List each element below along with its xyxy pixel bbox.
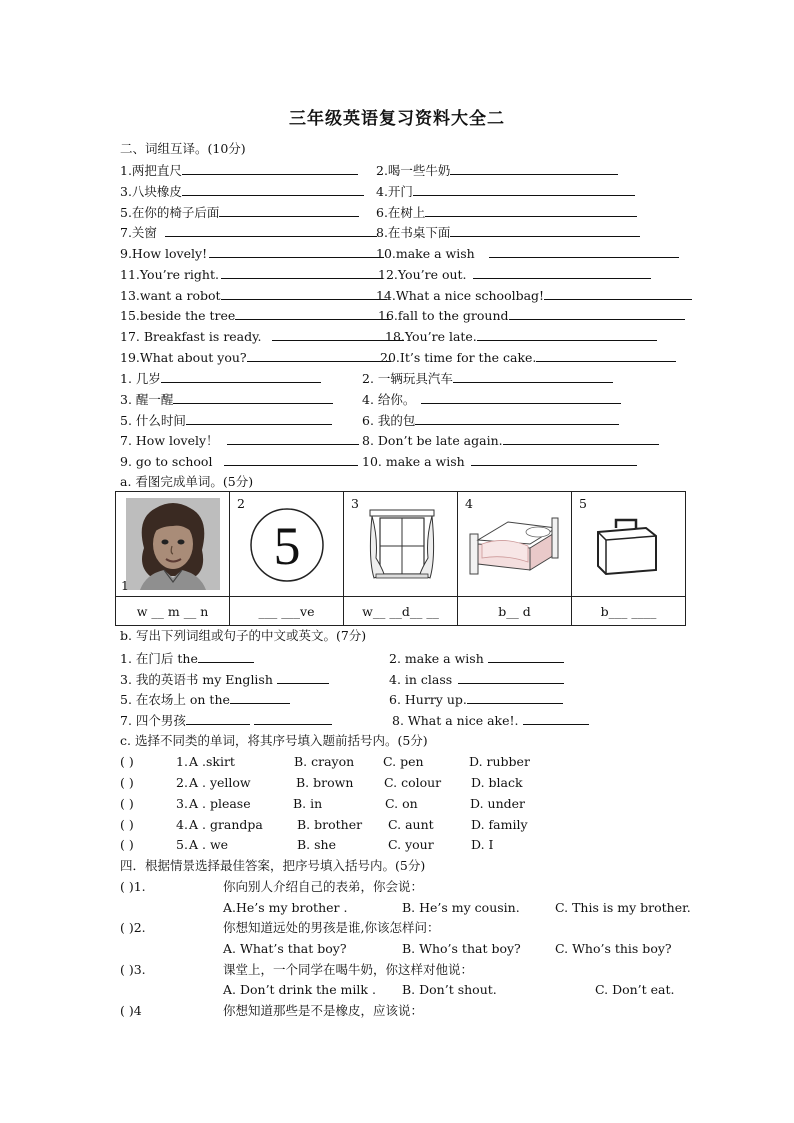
section-a-heading: a. 看图完成单词。(5分): [120, 474, 254, 489]
picture-number-1: 1: [121, 578, 129, 593]
sec2b-item-5: 5. 什么时间: [120, 412, 332, 429]
secB-item-3: 3. 我的英语书 my English: [120, 671, 329, 688]
option-b: B. He’s my cousin.: [402, 900, 520, 915]
section-2-heading: 二、词组互译。(10分): [120, 141, 246, 156]
option-b: B. brown: [296, 775, 354, 790]
answer-paren[interactable]: ( )2.: [120, 920, 146, 935]
picture-number-4: 4: [465, 496, 473, 511]
option-a: A . grandpa: [189, 817, 263, 832]
option-c: C. on: [385, 796, 418, 811]
secB-item-8: 8. What a nice ake!.: [392, 712, 589, 729]
answer-paren[interactable]: ( ): [120, 837, 134, 852]
sec2b-item-8: 8. Don’t be late again.: [362, 432, 659, 449]
picture-number-3: 3: [351, 496, 359, 511]
picture-word-table: [115, 491, 686, 626]
sec2-item-15: 15.beside the tree: [120, 307, 391, 324]
sec2-item-14: 14.What a nice schoolbag!: [376, 287, 692, 304]
option-b: B. brother: [297, 817, 363, 832]
sec2-item-12: 12.You’re out.: [378, 266, 651, 283]
answer-cell-1: w __ m __ n: [116, 597, 230, 626]
picture-number-2: 2: [237, 496, 245, 511]
question-text: 你向别人介绍自己的表弟，你会说：: [223, 879, 424, 894]
option-b: B. crayon: [294, 754, 355, 769]
sec2b-item-4: 4. 给你。: [362, 391, 621, 408]
question-text: 课堂上，一个同学在喝牛奶，你这样对他说：: [223, 962, 474, 977]
sec2b-item-9: 9. go to school: [120, 453, 358, 470]
answer-paren[interactable]: ( ): [120, 796, 134, 811]
option-a: A. Don’t drink the milk .: [223, 982, 376, 997]
option-c: C. aunt: [388, 817, 434, 832]
sec2b-item-10: 10. make a wish: [362, 453, 637, 470]
secB-item-1: 1. 在门后 the: [120, 650, 254, 667]
bed-icon: [468, 514, 560, 580]
answer-cell-3: w__ __d__ __: [344, 597, 458, 626]
window-with-curtains-icon: [368, 508, 436, 584]
section-4-heading: 四．根据情景选择最佳答案，把序号填入括号内。(5分): [120, 858, 426, 873]
option-d: D. under: [470, 796, 525, 811]
sec2-item-6: 6.在树上: [376, 204, 637, 221]
option-b: B. she: [297, 837, 336, 852]
option-d: D. rubber: [469, 754, 530, 769]
secB-item-5: 5. 在农场上 on the: [120, 691, 290, 708]
answer-paren[interactable]: ( ): [120, 817, 134, 832]
item-number: 4.: [176, 817, 188, 832]
sec2-item-16: 16.fall to the ground: [378, 307, 685, 324]
sec2b-item-6: 6. 我的包: [362, 412, 619, 429]
picture-cell-4: [458, 492, 572, 597]
option-b: B. in: [293, 796, 323, 811]
item-number: 2.: [176, 775, 188, 790]
sec2-item-18: 18.You’re late.: [385, 328, 657, 345]
answer-cell-4: b__ d: [458, 597, 572, 626]
sec2-item-11: 11.You’re right.: [120, 266, 383, 283]
number-five-circle-icon: [248, 506, 326, 584]
sec2-item-10: 10.make a wish: [376, 245, 679, 262]
section-b-heading: b. 写出下列词组或句子的中文或英文。(7分): [120, 628, 367, 643]
sec2-item-19: 19.What about you?: [120, 349, 391, 366]
option-d: D. family: [471, 817, 528, 832]
sec2-item-4: 4.开门: [376, 183, 635, 200]
section-c-heading: c. 选择不同类的单词，将其序号填入题前括号内。(5分): [120, 733, 428, 748]
option-d: D. black: [471, 775, 523, 790]
picture-cell-1: [116, 492, 230, 597]
answer-paren[interactable]: ( )3.: [120, 962, 146, 977]
option-c: C. colour: [384, 775, 442, 790]
sec2b-item-3: 3. 醒一醒: [120, 391, 333, 408]
answer-paren[interactable]: ( )1.: [120, 879, 146, 894]
sec2-item-13: 13.want a robot: [120, 287, 387, 304]
question-text: 你想知道远处的男孩是谁,你该怎样问：: [223, 920, 440, 935]
option-b: B. Don’t shout.: [402, 982, 497, 997]
picture-cell-5: [572, 492, 686, 597]
option-a: A . we: [189, 837, 229, 852]
sec2b-item-2: 2. 一辆玩具汽车: [362, 370, 613, 387]
sec2-item-8: 8.在书桌下面: [376, 224, 640, 241]
clock-digit: 5: [273, 516, 301, 576]
sec2-item-17: 17. Breakfast is ready.: [120, 328, 404, 345]
sec2-item-5: 5.在你的椅子后面: [120, 204, 359, 221]
answer-paren[interactable]: ( )4: [120, 1003, 142, 1018]
option-a: A. What’s that boy?: [223, 941, 347, 956]
secB-item-7: 7. 四个男孩: [120, 712, 332, 729]
sec2-item-2: 2.喝一些牛奶: [376, 162, 618, 179]
sec2b-item-7: 7. How lovely！: [120, 432, 359, 449]
question-text: 你想知道那些是不是橡皮，应该说：: [223, 1003, 424, 1018]
option-b: B. Who’s that boy?: [402, 941, 521, 956]
option-a: A .skirt: [189, 754, 235, 769]
answer-cell-5: b___ ____: [572, 597, 686, 626]
secB-item-6: 6. Hurry up.: [389, 691, 563, 708]
picture-cell-3: [344, 492, 458, 597]
secB-item-2: 2. make a wish: [389, 650, 564, 667]
sec2-item-1: 1.两把直尺: [120, 162, 358, 179]
sec2-item-20: 20.It’s time for the cake.: [380, 349, 676, 366]
option-c: C. pen: [383, 754, 424, 769]
option-a: A . please: [189, 796, 251, 811]
sec2-item-9: 9.How lovely!: [120, 245, 384, 262]
secB-item-4: 4. in class: [389, 671, 564, 688]
woman-face-icon: [126, 498, 220, 590]
schoolbag-icon: [592, 514, 664, 578]
answer-paren[interactable]: ( ): [120, 754, 134, 769]
option-a: A . yellow: [189, 775, 251, 790]
picture-cell-2: [230, 492, 344, 597]
picture-number-5: 5: [579, 496, 587, 511]
option-c: C. your: [388, 837, 434, 852]
answer-cell-2: ___ ___ve: [230, 597, 344, 626]
option-a: A.He’s my brother .: [223, 900, 348, 915]
page-title: 三年级英语复习资料大全二: [289, 109, 505, 129]
option-c: C. This is my brother.: [555, 900, 691, 915]
answer-paren[interactable]: ( ): [120, 775, 134, 790]
sec2-item-7: 7.关窗: [120, 224, 377, 241]
item-number: 3.: [176, 796, 188, 811]
sec2-item-3: 3.八块橡皮: [120, 183, 364, 200]
option-c: C. Don’t eat.: [595, 982, 675, 997]
sec2b-item-1: 1. 几岁: [120, 370, 321, 387]
option-c: C. Who’s this boy?: [555, 941, 672, 956]
item-number: 5.: [176, 837, 188, 852]
item-number: 1.: [176, 754, 188, 769]
option-d: D. I: [471, 837, 494, 852]
